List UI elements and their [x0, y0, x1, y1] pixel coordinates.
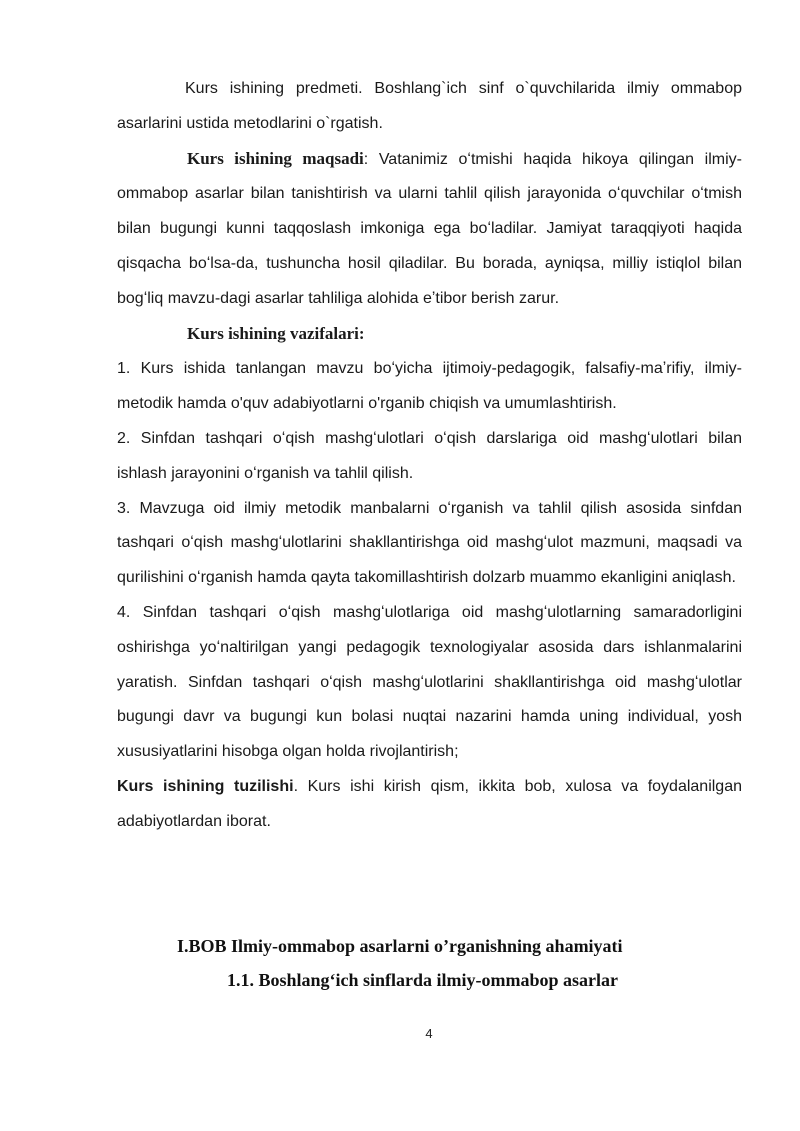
tuzilish-label: Kurs ishining tuzilishi	[117, 777, 294, 795]
list-item-1: 1. Kurs ishida tanlangan mavzu boʻyicha ijtimoiy-pedagogik, falsafiy-maʼrifiy, ilmiy-metodik hamda o'quv adabiyotlarni o'rganib chiqish va umumlashtirish.	[117, 360, 742, 413]
tuzilish-text: . Kurs ishi kirish qism, ikkita bob, xulosa va foydalanilgan adabiyotlardan iborat.	[117, 777, 742, 830]
paragraph-predmet: Kurs ishining predmeti. Boshlang`ich sinf o`quvchilarida ilmiy ommabop asarlarini ustida metodlarini o`rgatish.	[117, 80, 742, 132]
list-item-2: 2. Sinfdan tashqari oʻqish mashgʻulotlari oʻqish darslariga oid mashgʻulotlari bilan ishlash jarayonini oʻrganish va tahlil qilish.	[117, 429, 742, 482]
body-text	[117, 72, 742, 840]
list-item-3: 3. Mavzuga oid ilmiy metodik manbalarni oʻrganish va tahlil qilish asosida sinfdan tashqari oʻqish mashgʻulotlarini shakllantirishga oid mashgʻulot mazmuni, maqsadi va qurilishini oʻrganish hamda qayta takomillashtirish dolzarb muammo ekanligini aniqlash.	[117, 499, 742, 587]
vazifalar-label: Kurs ishining vazifalari:	[187, 323, 365, 343]
maqsad-label: Kurs ishining maqsadi	[187, 148, 364, 168]
section-heading: 1.1. Boshlangʻich sinflarda ilmiy-ommabop asarlar	[227, 970, 619, 990]
vazifalar-heading	[117, 317, 742, 353]
paragraph-tuzilish	[117, 770, 742, 840]
list-item-4: 4. Sinfdan tashqari oʻqish mashgʻulotlariga oid mashgʻulotlarning samaradorligini oshirishga yoʻnaltirilgan yangi pedagogik texnologiyalar asosida dars ishlanmalarini yaratish. Sinfdan tashqari oʻqish mashgʻulotlarini shakllantirishga oid mashgʻulotlar bugungi davr va bugungi kun bolasi nuqtai nazarini hamda uning individual, yosh xususiyatlarini hisobga olgan holda rivojlantirish;	[117, 603, 742, 761]
paragraph-maqsad	[117, 142, 742, 317]
page-number: 4	[425, 1026, 433, 1041]
maqsad-text: : Vatanimiz oʻtmishi haqida hikoya qilingan ilmiy-ommabop asarlar bilan tanishtirish va ularni tahlil qilish jarayonida oʻquvchilar oʻtmish bilan bugungi kunni taqqoslash imkoniga ega boʻladilar. Jamiyat taraqqiyoti haqida qisqacha boʻlsa-da, tushuncha hosil qiladilar. Bu borada, ayniqsa, milliy istiqlol bilan bogʻliq mavzu-dagi asarlar tahliliga alohida eʼtibor berish zarur.	[117, 150, 742, 307]
chapter-heading: I.BOB Ilmiy-ommabop asarlarni o’rganishning ahamiyati	[177, 936, 623, 956]
